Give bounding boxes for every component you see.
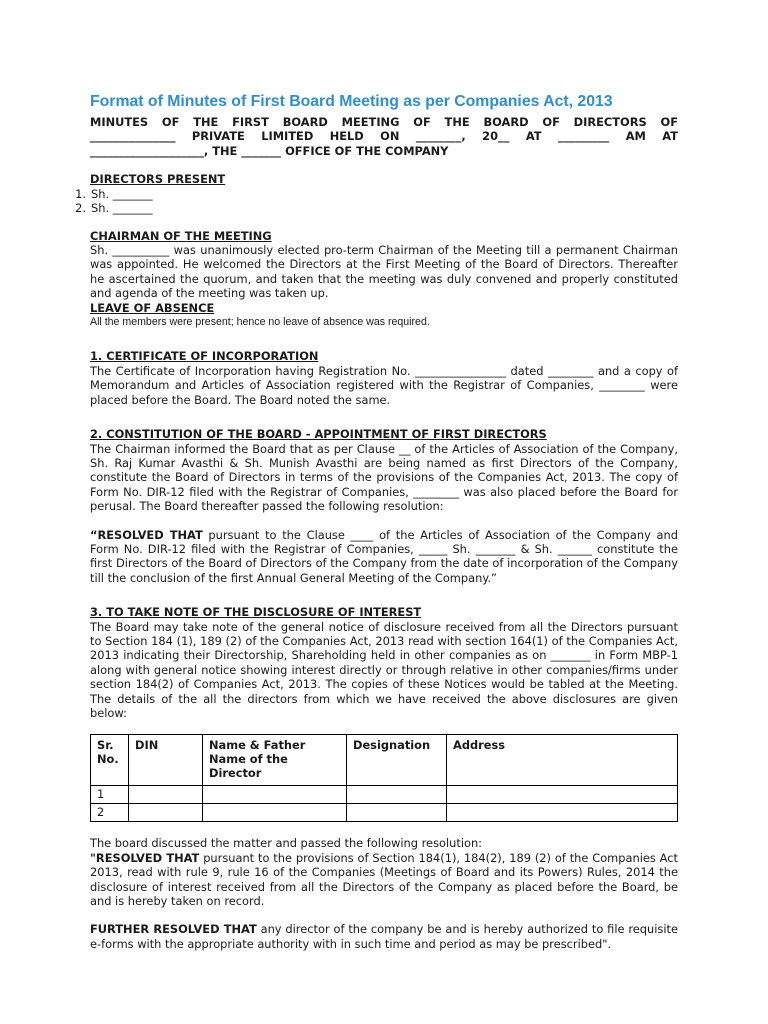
further-resolved-label: FURTHER RESOLVED THAT — [90, 922, 257, 937]
table-cell — [347, 804, 447, 822]
disclosure-text: The Board may take note of the general notice of disclosure received from all the Directors pursuant to Section 184 (1), 189 (2) of the Companies Act, 2013 read with section 164(1) of the Companies Act, 2013 indicating their Directorship, Shareholding held in other companies as on _______ in Form MBP-1 along with general notice showing interest directly or through relative in other companies/firms under section 184(2) of Companies Act, 2013. The copies of these Notices would be tabled at the Meeting. The details of the all the directors from which we have received the above disclosures are given below: — [90, 619, 678, 720]
chairman-title: CHAIRMAN OF THE MEETING — [90, 228, 272, 243]
minutes-heading-line-3: ____________________, THE _______ OFFICE OF THE COMPANY — [90, 143, 449, 158]
minutes-heading-line-1: MINUTES OF THE FIRST BOARD MEETING OF THE BOARD OF DIRECTORS OF — [90, 115, 678, 129]
constitution-text: The Chairman informed the Board that as per Clause __ of the Articles of Association of the Company, Sh. Raj Kumar Avasthi & Sh. Munish Avasthi are being named as first Directors of the Company, constitute the Board of Directors in terms of the provisions of the Companies Act, 2013. The copy of Form No. DIR-12 filed with the Registrar of Companies, ________ was also placed before the Board for perusal. The Board thereafter passed the following resolution: — [90, 441, 678, 514]
discussed-text: The board discussed the matter and passed the following resolution: — [90, 836, 483, 851]
table-cell — [203, 786, 347, 804]
resolved-label: “RESOLVED THAT — [90, 527, 203, 542]
table-header-cell: DIN — [129, 735, 203, 786]
list-item: 1. Sh. _______ — [75, 186, 153, 201]
resolved-text: pursuant to the provisions of Section 184(1), 184(2), 189 (2) of the Companies Act 2013, read with rule 9, rule 16 of the Companies (Meetings of Board and its Powers) Rules, 2014 the disclosure of interest received from all the Directors of the Company as placed before the Board, be and is hereby taken on record. — [90, 850, 678, 909]
further-resolution — [90, 922, 678, 951]
table-header-cell: Designation — [347, 735, 447, 786]
directors-disclosure-table — [90, 734, 678, 822]
table-cell — [129, 804, 203, 822]
constitution-resolution — [90, 528, 678, 586]
table-cell — [447, 786, 678, 804]
disclosure-resolution — [90, 851, 678, 909]
resolved-text: pursuant to the Clause ____ of the Articles of Association of the Company and Form No. DIR-12 filed with the Registrar of Companies, _____ Sh. _______ & Sh. ______ constitute the first Directors of the Board of Directors of the Company from the date of incorporation of the Company till the conclusion of the first Annual General Meeting of the Company.” — [90, 527, 678, 585]
resolved-label: "RESOLVED THAT — [90, 850, 200, 865]
table-cell — [129, 786, 203, 804]
table-header-cell: Name & Father Name of the Director — [203, 735, 347, 786]
constitution-title: 2. CONSTITUTION OF THE BOARD - APPOINTMENT OF FIRST DIRECTORS — [90, 427, 547, 442]
directors-present-title: DIRECTORS PRESENT — [90, 172, 226, 187]
document-page — [75, 92, 678, 951]
minutes-heading-line-2: _______________ PRIVATE LIMITED HELD ON ________, 20__ AT _________ AM AT — [90, 129, 678, 144]
certificate-text: The Certificate of Incorporation having Registration No. ________________ dated ________ and a copy of Memorandum and Articles of Association registered with the Registrar of Companies, ________ were placed before the Board. The Board noted the same. — [90, 363, 678, 407]
table-header-row — [91, 735, 678, 786]
table-cell — [347, 786, 447, 804]
table-header-cell: Address — [447, 735, 678, 786]
table-cell — [203, 804, 347, 822]
further-resolved-text: any director of the company be and is hereby authorized to file requisite e-forms with the appropriate authority with in such time and period as may be prescribed". — [90, 922, 678, 951]
document-title: Format of Minutes of First Board Meeting as per Companies Act, 2013 — [90, 93, 613, 110]
table-cell: 1 — [91, 786, 129, 804]
table-cell: 2 — [91, 804, 129, 822]
list-item: 2. Sh. _______ — [75, 200, 153, 215]
table-row — [91, 804, 678, 822]
table-row — [91, 786, 678, 804]
table-header-cell: Sr. No. — [91, 735, 129, 786]
leave-text: All the members were present; hence no leave of absence was required. — [90, 316, 430, 329]
table-cell — [447, 804, 678, 822]
chairman-text: Sh. __________ was unanimously elected pro-term Chairman of the Meeting till a permanent Chairman was appointed. He welcomed the Directors at the First Meeting of the Board of Directors. Thereafter he ascertained the quorum, and taken that the meeting was duly convened and properly constituted and agenda of the meeting was taken up. — [90, 243, 678, 301]
directors-present-list — [66, 187, 654, 215]
leave-title: LEAVE OF ABSENCE — [90, 300, 215, 315]
certificate-title: 1. CERTIFICATE OF INCORPORATION — [90, 349, 319, 364]
disclosure-title: 3. TO TAKE NOTE OF THE DISCLOSURE OF INTEREST — [90, 605, 422, 620]
